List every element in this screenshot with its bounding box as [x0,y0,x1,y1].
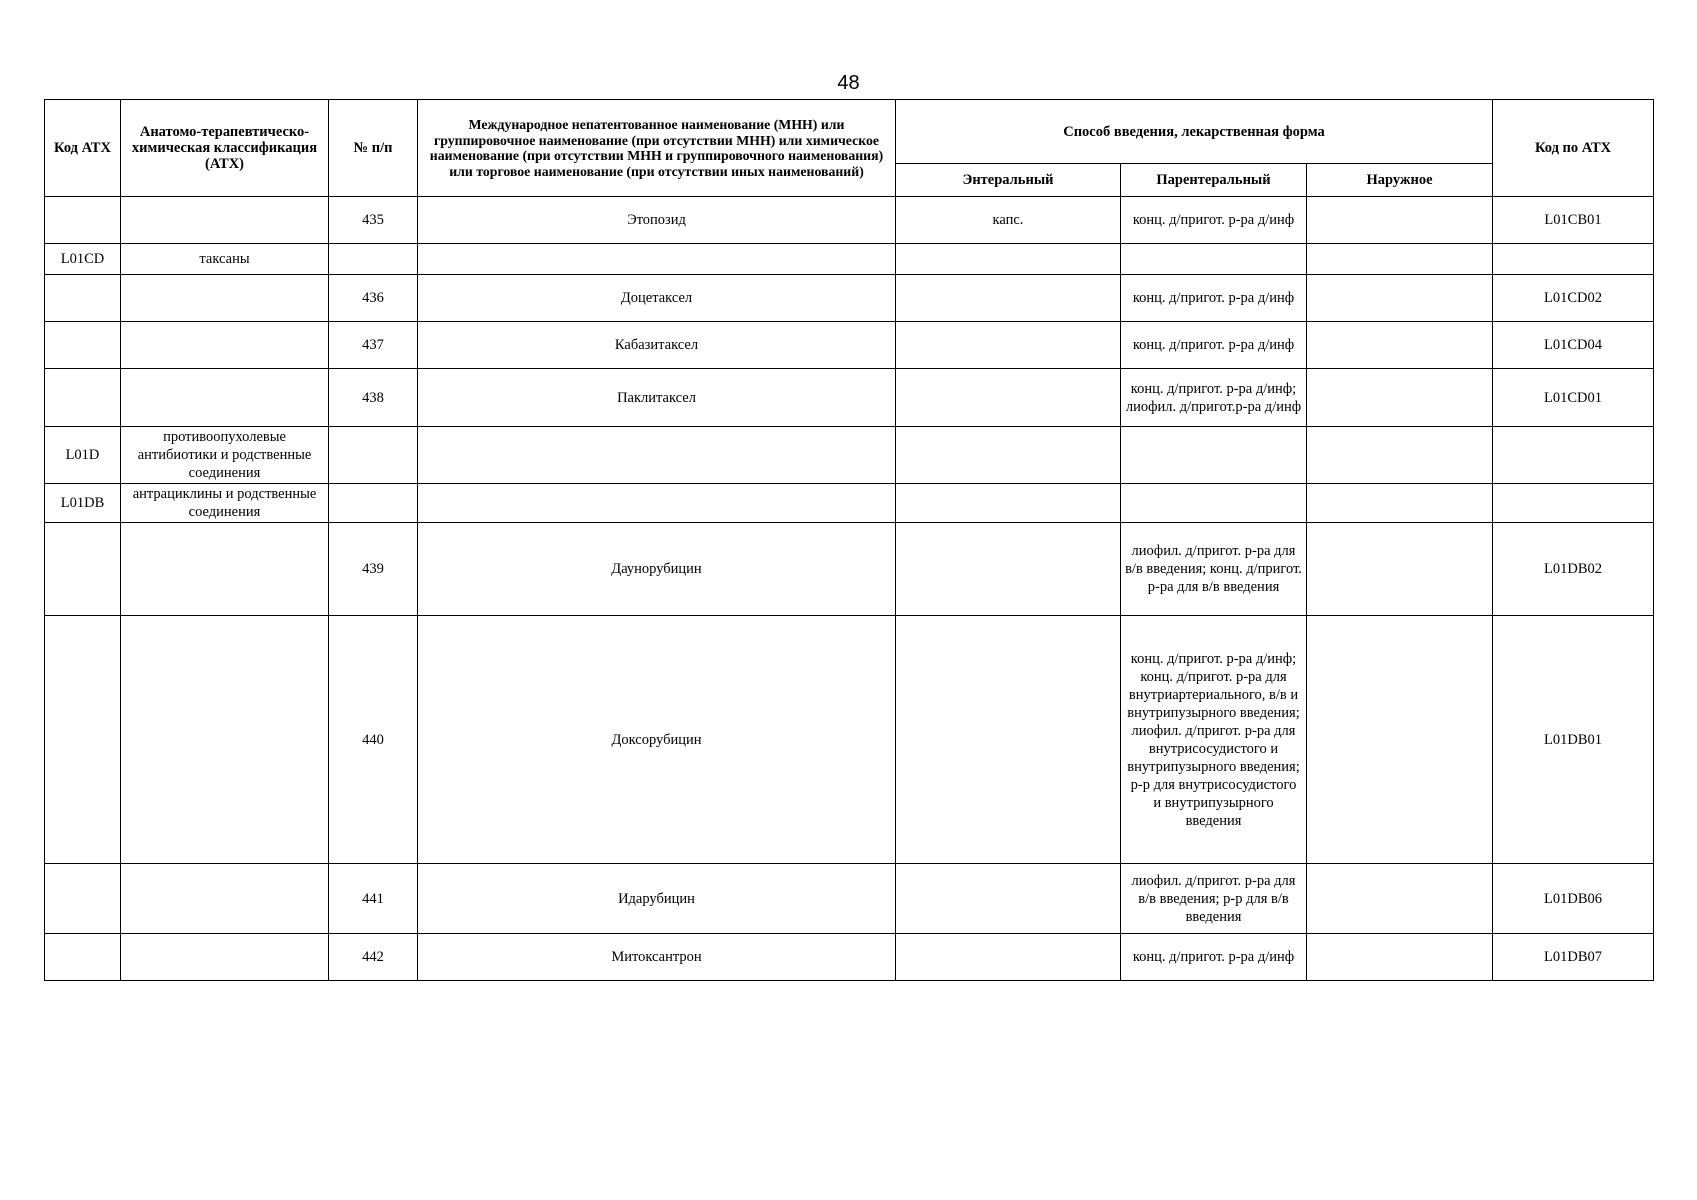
drug-name-cell: Идарубицин [418,864,896,934]
drug-name-cell [418,484,896,523]
parenteral-cell: конц. д/пригот. р-ра д/инф [1121,934,1307,981]
drug-name-cell [418,427,896,484]
drug-name-cell: Паклитаксел [418,369,896,427]
atx-class-cell [121,616,329,864]
drug-name-cell: Митоксантрон [418,934,896,981]
table-row [45,322,1654,369]
atx-code-cell [45,864,121,934]
parenteral-cell: конц. д/пригот. р-ра д/инф; лиофил. д/пригот.р-ра д/инф [1121,369,1307,427]
enteral-cell [896,427,1121,484]
table-row [45,523,1654,616]
atx-code-cell [45,369,121,427]
table-body [45,197,1654,981]
table-header [45,100,1654,197]
enteral-cell [896,244,1121,275]
enteral-cell [896,484,1121,523]
atx-code-cell [45,197,121,244]
row-number-cell: 442 [329,934,418,981]
table-row [45,369,1654,427]
enteral-cell [896,523,1121,616]
table-row [45,934,1654,981]
atx-code-right-cell [1493,427,1654,484]
parenteral-cell: конц. д/пригот. р-ра д/инф [1121,275,1307,322]
atx-code-right-cell: L01CD01 [1493,369,1654,427]
external-cell [1307,864,1493,934]
enteral-cell [896,616,1121,864]
atx-code-right-cell: L01DB01 [1493,616,1654,864]
external-cell [1307,523,1493,616]
parenteral-cell: конц. д/пригот. р-ра д/инф [1121,322,1307,369]
atx-class-cell [121,322,329,369]
atx-class-cell [121,275,329,322]
page-number: 48 [837,72,860,94]
atx-class-cell: противоопухолевые антибиотики и родственные соединения [121,427,329,484]
row-number-cell: 438 [329,369,418,427]
drug-name-cell: Этопозид [418,197,896,244]
enteral-cell [896,934,1121,981]
enteral-cell [896,864,1121,934]
row-number-cell: 439 [329,523,418,616]
enteral-cell [896,275,1121,322]
header-external: Наружное [1307,164,1493,197]
row-number-cell [329,427,418,484]
parenteral-cell: конц. д/пригот. р-ра д/инф; конц. д/пригот. р-ра для внутриартериального, в/в и внутрипузырного введения; лиофил. д/пригот. р-ра для внутрисосудистого и внутрипузырного введения; р-р для внутрисосудистого и внутрипузырного введения [1121,616,1307,864]
row-number-cell: 436 [329,275,418,322]
atx-class-cell [121,523,329,616]
external-cell [1307,322,1493,369]
table-row [45,484,1654,523]
table-row [45,275,1654,322]
parenteral-cell [1121,244,1307,275]
atx-code-cell: L01CD [45,244,121,275]
row-number-cell: 435 [329,197,418,244]
row-number-cell: 437 [329,322,418,369]
atx-code-right-cell: L01CD04 [1493,322,1654,369]
atx-code-cell [45,523,121,616]
atx-code-cell: L01D [45,427,121,484]
atx-code-cell [45,934,121,981]
enteral-cell: капс. [896,197,1121,244]
table-row [45,864,1654,934]
row-number-cell: 440 [329,616,418,864]
parenteral-cell: лиофил. д/пригот. р-ра для в/в введения; конц. д/пригот. р-ра для в/в введения [1121,523,1307,616]
atx-code-right-cell [1493,484,1654,523]
external-cell [1307,934,1493,981]
header-enteral: Энтеральный [896,164,1121,197]
atx-code-right-cell: L01DB07 [1493,934,1654,981]
row-number-cell [329,244,418,275]
row-number-cell: 441 [329,864,418,934]
atx-code-cell [45,616,121,864]
atx-code-right-cell [1493,244,1654,275]
header-num: № п/п [329,100,418,197]
atx-class-cell [121,369,329,427]
external-cell [1307,484,1493,523]
atx-code-cell [45,322,121,369]
table-row [45,197,1654,244]
drug-name-cell [418,244,896,275]
enteral-cell [896,322,1121,369]
table-row [45,427,1654,484]
external-cell [1307,197,1493,244]
atx-code-right-cell: L01CD02 [1493,275,1654,322]
header-atx-code-right: Код по АТХ [1493,100,1654,197]
external-cell [1307,369,1493,427]
drug-name-cell: Доцетаксел [418,275,896,322]
parenteral-cell [1121,484,1307,523]
atx-code-right-cell: L01CB01 [1493,197,1654,244]
parenteral-cell: лиофил. д/пригот. р-ра для в/в введения; р-р для в/в введения [1121,864,1307,934]
table-row [45,244,1654,275]
external-cell [1307,275,1493,322]
parenteral-cell [1121,427,1307,484]
row-number-cell [329,484,418,523]
parenteral-cell: конц. д/пригот. р-ра д/инф [1121,197,1307,244]
atx-code-cell: L01DB [45,484,121,523]
atx-class-cell [121,934,329,981]
atx-code-cell [45,275,121,322]
table-row [45,616,1654,864]
external-cell [1307,616,1493,864]
header-parenteral: Парентеральный [1121,164,1307,197]
header-atx-code: Код АТХ [45,100,121,197]
header-atx-class: Анатомо-терапевтическо-химическая классификация (АТХ) [121,100,329,197]
drug-name-cell: Даунорубицин [418,523,896,616]
external-cell [1307,427,1493,484]
atx-code-right-cell: L01DB02 [1493,523,1654,616]
atx-class-cell [121,197,329,244]
atx-code-right-cell: L01DB06 [1493,864,1654,934]
header-name: Международное непатентованное наименование (МНН) или группировочное наименование (при отсутствии МНН) или химическое наименование (при отсутствии МНН и группировочного наименования) или торговое наименование (при отсутствии иных наименований) [418,100,896,197]
header-route: Способ введения, лекарственная форма [896,100,1493,164]
atx-class-cell: таксаны [121,244,329,275]
drug-name-cell: Доксорубицин [418,616,896,864]
atx-class-cell [121,864,329,934]
atx-class-cell: антрациклины и родственные соединения [121,484,329,523]
external-cell [1307,244,1493,275]
drug-name-cell: Кабазитаксел [418,322,896,369]
enteral-cell [896,369,1121,427]
drug-list-table [44,99,1654,981]
